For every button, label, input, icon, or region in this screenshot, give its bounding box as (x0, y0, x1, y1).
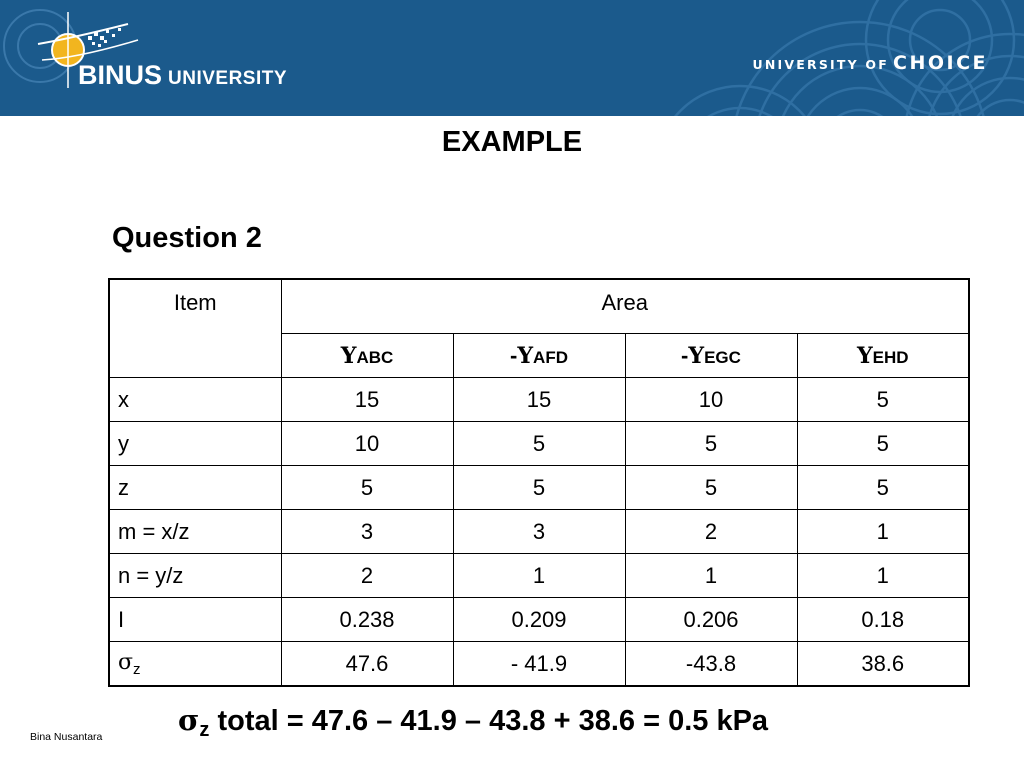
table-cell: 0.18 (797, 598, 969, 642)
table-cell: 2 (625, 510, 797, 554)
area-header: Area (281, 279, 969, 334)
column-header: -YEGC (625, 334, 797, 378)
column-header: YEHD (797, 334, 969, 378)
table-cell: 15 (281, 378, 453, 422)
formula-symbol: σ (178, 703, 200, 737)
table-cell: 1 (797, 554, 969, 598)
row-label: n = y/z (109, 554, 281, 598)
formula-text: total = 47.6 – 41.9 – 43.8 + 38.6 = 0.5 kPa (209, 705, 769, 737)
column-header: -YAFD (453, 334, 625, 378)
table-cell: 2 (281, 554, 453, 598)
table-cell: 5 (797, 466, 969, 510)
table-cell: 1 (797, 510, 969, 554)
table-row (109, 554, 969, 598)
table-row (109, 598, 969, 642)
tagline-big: CHOICE (893, 52, 988, 74)
table-cell: 5 (625, 422, 797, 466)
table-row (109, 422, 969, 466)
formula-subscript: z (199, 719, 210, 741)
slide-title: EXAMPLE (441, 126, 583, 158)
header-banner (0, 0, 1024, 116)
table-header-row (109, 279, 969, 334)
table-cell: 10 (281, 422, 453, 466)
column-header: YABC (281, 334, 453, 378)
table-cell: 38.6 (797, 642, 969, 687)
table-cell: 1 (625, 554, 797, 598)
slide-subtitle: Question 2 (112, 222, 262, 254)
footer-text: Bina Nusantara (30, 731, 103, 743)
brand-wordmark (78, 60, 287, 91)
tagline-small: UNIVERSITY OF (752, 57, 889, 72)
table-cell: 5 (625, 466, 797, 510)
brand-suffix: UNIVERSITY (168, 68, 288, 89)
table-cell: 5 (453, 422, 625, 466)
row-label: z (109, 466, 281, 510)
table-row-sigma (109, 642, 969, 687)
row-label: I (109, 598, 281, 642)
table-cell: 0.206 (625, 598, 797, 642)
table-row (109, 466, 969, 510)
table-cell: - 41.9 (453, 642, 625, 687)
data-table (108, 278, 970, 687)
result-formula (178, 703, 768, 742)
table-cell: 3 (453, 510, 625, 554)
table-cell: 10 (625, 378, 797, 422)
table-cell: 1 (453, 554, 625, 598)
table-row (109, 510, 969, 554)
table-cell: 5 (281, 466, 453, 510)
table-cell: 3 (281, 510, 453, 554)
item-header: Item (109, 279, 281, 378)
row-label: x (109, 378, 281, 422)
table-cell: 5 (453, 466, 625, 510)
table-cell: 0.209 (453, 598, 625, 642)
brand-name: BINUS (78, 60, 163, 90)
table-cell: 5 (797, 422, 969, 466)
row-label: m = x/z (109, 510, 281, 554)
table-row (109, 378, 969, 422)
table-cell: -43.8 (625, 642, 797, 687)
table-cell: 0.238 (281, 598, 453, 642)
table-cell: 5 (797, 378, 969, 422)
row-label: $\sigma_z$ (109, 642, 281, 687)
table-cell: 47.6 (281, 642, 453, 687)
tagline (753, 52, 988, 74)
row-label: y (109, 422, 281, 466)
table-cell: 15 (453, 378, 625, 422)
